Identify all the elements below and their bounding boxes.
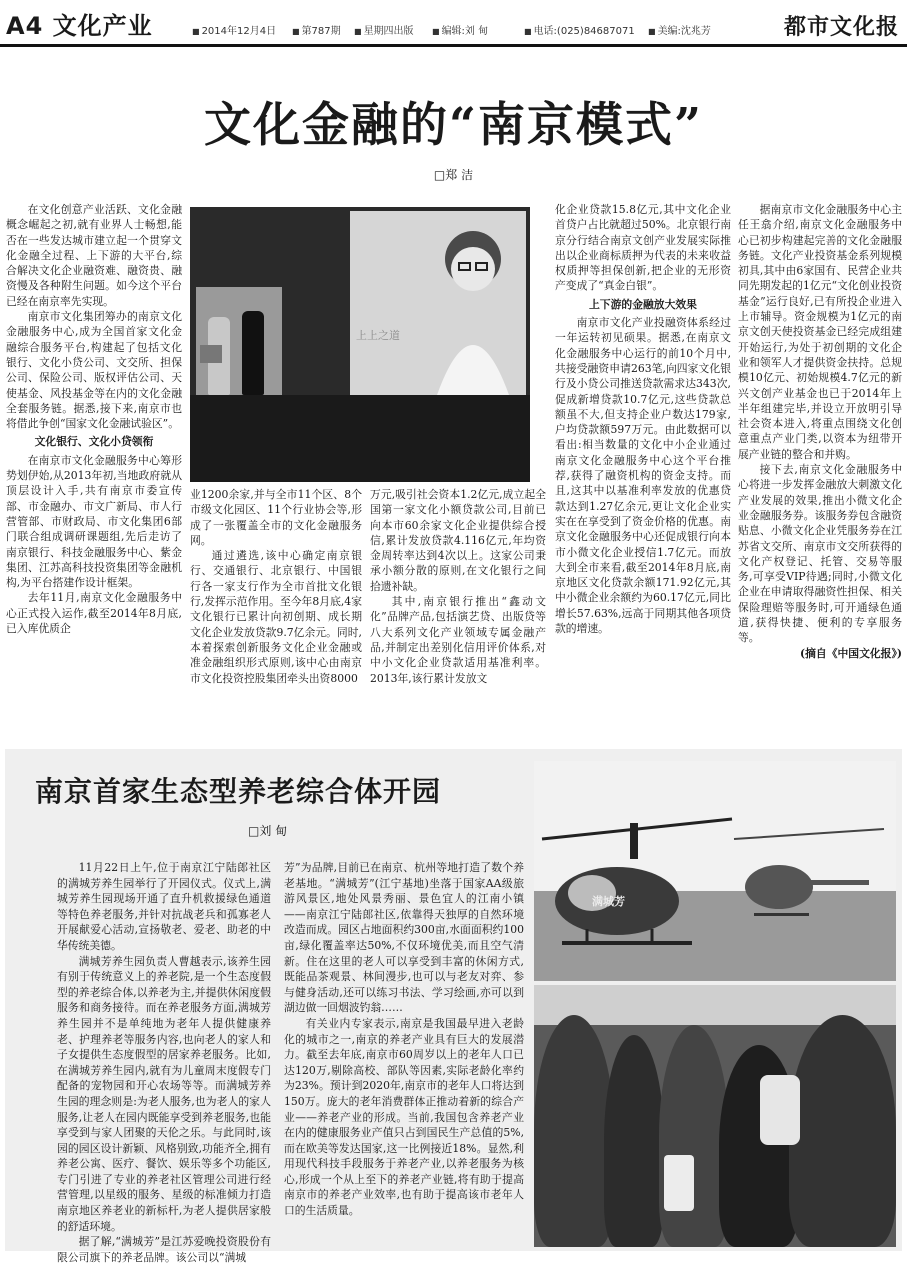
screen-caption-text: 上上之道 bbox=[356, 329, 400, 342]
white-jacket bbox=[760, 1075, 800, 1145]
body-paragraph: 据南京市文化金融服务中心主任王翕介绍,南京文化金融服务中心已初步构建起完善的文化金融服务链。文化产业投资基金系列规模初具,其中由6家国有、民营企业共同先期发起的1亿元“文化创业投资基金”运行良好,已有所投企业进入上市辅导。资金规模为1亿元的南京文创天使投资基金已经完成组建开始运行,为处于初创期的文化企业和领军人才提供资金扶持。总规模10亿元、初始规模4.7亿元的新兴文创产业基金也已于2014年上半年组建完毕,并设立开放明引导社会资本进入,将重点围绕文化创意重点产业门类,以资本为纽带开展产业链的整合和并购。 bbox=[738, 203, 902, 461]
phone-number: ■ 电话:(025)84687071 bbox=[524, 22, 635, 37]
section-subheading: 文化银行、文化小贷领衔 bbox=[34, 435, 154, 449]
article1-byline: □郑 洁 bbox=[433, 168, 474, 182]
issue-date: ■ 2014年12月4日 bbox=[192, 22, 276, 37]
helicopter-icon bbox=[734, 825, 884, 925]
page-header bbox=[0, 0, 907, 44]
speaker-portrait-on-screen bbox=[425, 215, 520, 395]
newspaper-name: 都市文化报 bbox=[783, 15, 899, 40]
article1-column-4 bbox=[555, 202, 731, 732]
helicopter-icon bbox=[542, 809, 732, 959]
body-paragraph: 接下去,南京文化金融服务中心将进一步发挥金融放大刺激文化产业发展的效果,推出小微文化企业金融服务券。该服务券包含融资贴息、小微文化企业凭服务券在江苏省文交所、南京市文交所获得的文化产权登记、托管、交易等服务,可享受VIP待遇;同时,小微文化企业在申请取得融资性担保、相关保险理赔等服务时,可开通绿色通道,获得快捷、便利的专享服务等。 bbox=[738, 463, 902, 645]
podium bbox=[200, 345, 222, 363]
body-paragraph: 11月22日上午,位于南京江宁陆郎社区的满城芳养生园举行了开园仪式。仪式上,满城芳养生园现场开通了直升机救援绿色通道等特色养老服务,并针对抗战老兵和孤寡老人开展献爱心活动,宣扬敬老、爱老、助老的中华传统美德。 bbox=[57, 861, 271, 952]
crowd-figure bbox=[789, 1015, 896, 1247]
stage-floor bbox=[190, 395, 530, 482]
plastic-bag bbox=[664, 1155, 694, 1211]
body-paragraph: 芳”为品牌,目前已在南京、杭州等地打造了数个养老基地。“满城芳”(江宁基地)坐落于国家AA级旅游风景区,地处风景秀丽、景色宜人的江南小镇——南京江宁陆郎社区,依靠得天独厚的自然环境改造而成。园区占地面积约300亩,水面面积约100亩,绿化覆盖率达50%,不仅环境优美,而且空气清新。住在这里的老人可以享受到丰富的休闲方式,既能品茶观景、林间漫步,也可以与老友对弈、参与健身活动,还可以练习书法、学习绘画,亦可以到湖边做一回烟波钓翁…… bbox=[284, 861, 524, 1015]
body-paragraph: 满城芳养生园负责人曹越表示,该养生园有别于传统意义上的养老院,是一个生态度假型的养老综合体,以养老为主,并提供休闲度假服务和商务接待。而在养老服务方面,满城芳养生园并不是单纯地为老年人提供健康养老、护理养老等服务内容,也向老人的家人和子女提供生态度假型的居家养老服务。比如,在满城芳养生园内,就有为儿童周末度假专门配备的宠物园和开心农场等等。而满城芳养生园的理念则是:为老人服务,也为老人的家人服务,让老人在园内既能享受到养老服务,也能享受到与家人团聚的天伦之乐。与此同时,该园的园区设计新颖、风格别致,功能齐全,拥有养老公寓、医疗、餐饮、娱乐等多个功能区,专门引进了专业的养老社区管理公司进行经营管理,以星级的服务、星级的标准倾力打造南京地区养老业的新标杆,为老人提供居家般的舒适环境。 bbox=[57, 954, 271, 1233]
source-credit: (摘自《中国文化报》) bbox=[800, 646, 902, 660]
body-paragraph: 在南京市文化金融服务中心筹形势划伊始,从2013年初,当地政府就从顶层设计入手,共有南京市委宣传部、市金融办、市文广新局、市人行营管部、市财政局、市文化集团6部门联合组成调研课题组,先后走访了南京银行、科技金融服务中心、紫金集团、江苏高科技投资集团等金融机构,为平台搭建作设计框架。 bbox=[6, 453, 182, 590]
section-subheading: 上下游的金融放大效果 bbox=[589, 297, 697, 311]
body-paragraph: 有关业内专家表示,南京是我国最早进入老龄化的城市之一,南京的养老产业具有巨大的发展潜力。截至去年底,南京市60周岁以上的老年人口已达120万,剔除高校、部队等因素,实际老龄化率约为23%。预计到2020年,南京市的老年人口将达到150万。庞大的老年消费群体正推动着新的综合产业——养老产业的形成。当前,我国包含养老产业在内的健康服务业产值只占到国民生产总值的5%,而在欧美等发达国家,这一比例接近18%。显然,利用现代科技手段服务于养老产业,以养老服务为核心,形成一个从上至下的养老产业链,将有助于提高南京市的养老产业效率,也有助于提高该市老年人口的生活质量。 bbox=[284, 1016, 524, 1218]
issue-number: ■ 第787期 bbox=[292, 22, 341, 37]
body-paragraph: 其中,南京银行推出“鑫动文化”品牌产品,包括演艺贷、出版贷等八大系列文化产业领域专属金融产品,并制定出差别化信用评价体系,对中小文化企业贷款适用基准利率。2013年,该行累计发放文 bbox=[370, 595, 546, 685]
forum-photo bbox=[190, 207, 530, 482]
speaker-figure bbox=[242, 311, 264, 395]
body-paragraph: 在文化创意产业活跃、文化金融概念崛起之初,就有业界人士畅想,能否在一些发达城市建立起一个贯穿文化金融全过程、上下游的大平台,综合解决文化企业融资难、融资贵、融资慢及各种附生问题。如今这个平台已经在南京率先实现。 bbox=[6, 203, 182, 308]
article2-column-2 bbox=[284, 860, 524, 1250]
article2-column-1 bbox=[57, 860, 271, 1264]
article1-column-1 bbox=[6, 202, 182, 722]
body-paragraph: 万元,吸引社会资本1.2亿元,成立起全国第一家文化小额贷款公司,目前已向本市60余家文化企业提供综合授信,累计发放贷款4.116亿元,年均资金周转率达到4次以上。这家公司秉承小额分散的原则,在文化银行之间拾遗补缺。 bbox=[370, 488, 546, 593]
article2-byline: □刘 甸 bbox=[248, 824, 288, 838]
body-paragraph: 去年11月,南京文化金融服务中心正式投入运作,截至2014年8月底,已入库优质企 bbox=[6, 591, 182, 636]
body-paragraph: 南京市文化集团筹办的南京文化金融服务中心,成为全国首家文化金融综合服务平台,构建起了包括文化银行、文化小贷公司、文交所、担保公司、保险公司、版权评估公司、天使基金、风投基金等在内的文化金融全套服务链。据悉,接下来,南京市也将借此争创“国家文化金融试验区”。 bbox=[6, 310, 182, 431]
body-paragraph: 据了解,“满城芳”是江苏爱晚投资股份有限公司旗下的养老品牌。该公司以“满城 bbox=[57, 1235, 271, 1264]
article1-headline: 文化金融的“南京模式” bbox=[203, 98, 704, 153]
issue-weekday: ■ 星期四出版 bbox=[354, 22, 414, 37]
body-paragraph: 业1200余家,并与全市11个区、8个市级文化园区、11个行业协会等,形成了一张覆盖全市的文化金融服务网。 bbox=[190, 488, 362, 547]
art-editor-credit: ■ 美编:沈兆芳 bbox=[648, 22, 711, 37]
helicopter-photo bbox=[534, 761, 896, 981]
article2-headline: 南京首家生态型养老综合体开园 bbox=[35, 775, 442, 808]
crowd-figure bbox=[604, 1035, 664, 1247]
article1-column-5 bbox=[738, 202, 902, 732]
body-paragraph: 通过遴选,该中心确定南京银行、交通银行、北京银行、中国银行各一家支行作为全市首批文化银行,发挥示范作用。至今年8月底,4家文化银行已累计向初创期、成长期文化企业发放贷款9.7亿余元。同时,本着探索创新服务文化企业金融或准金融组织形式原则,该中心由南京市文化投资控股集团牵头出资8000 bbox=[190, 549, 362, 685]
header-rule bbox=[0, 44, 907, 47]
body-paragraph: 化企业贷款15.8亿元,其中文化企业首贷户占比就超过50%。北京银行南京分行结合南京文创产业发展实际推出以企业商标质押为代表的未来收益权质押等担保创新,把企业的无形资产变成了“真金白银”。 bbox=[555, 203, 731, 293]
crowd-figure bbox=[534, 1015, 614, 1247]
helicopter-logo-text: 满城芳 bbox=[592, 895, 625, 908]
page-section-label: A4 文化产业 bbox=[6, 12, 153, 40]
article1-column-2 bbox=[190, 487, 362, 722]
editor-credit: ■ 编辑:刘 甸 bbox=[432, 22, 488, 37]
body-paragraph: 南京市文化产业投融资体系经过一年运转初见硕果。据悉,在南京文化金融服务中心运行的前10个月中,共接受融资申请263笔,向四家文化银行及小贷公司推送贷款需求达343次,促成新增贷款10.7亿元,这些贷款总额虽不大,但支持企业户数达179家,户均贷款额597万元。由此数据可以看出:相当数量的文化中小企业通过南京文化金融服务中心这个平台推荐,获得了融资机构的资金支持。而且,这其中以基准利率发放的优惠贷款达到1.27亿余元,更让文化企业实实在在享受到了资金价格的优惠。南京文化金融服务中心还促成银行向本市小微文化企业授信1.7亿元。而放大到全市来看,截至2014年8月底,南京地区文化贷款余额171.92亿元,其中小微企业余额约为60.17亿元,同比增长57.63%,远高于同期其他各项贷款的增速。 bbox=[555, 316, 731, 636]
crowd-photo bbox=[534, 985, 896, 1247]
article1-column-3 bbox=[370, 487, 546, 722]
